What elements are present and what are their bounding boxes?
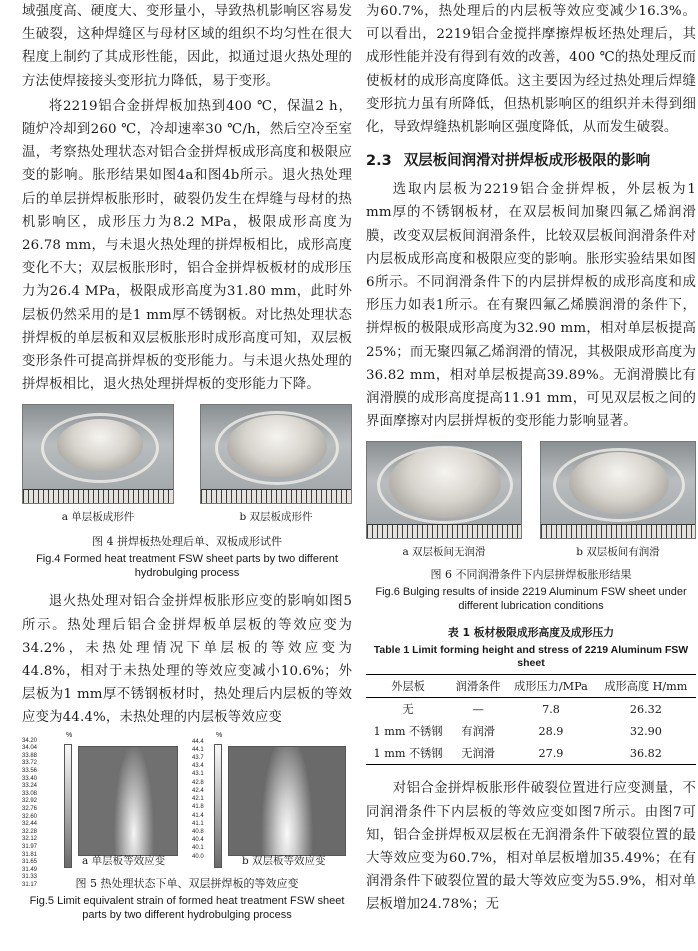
legend-tick-label: 40.8 (192, 828, 204, 835)
table-cell: 无 (402, 703, 414, 717)
legend-tick-label: 33.56 (22, 768, 38, 775)
legend-tick-label: 33.40 (22, 775, 38, 782)
legend-tick-label: 33.08 (22, 790, 38, 797)
legend-tick-label: 31.33 (22, 874, 38, 881)
fig5a-field (78, 746, 178, 856)
fig5b-contour: % 44.4 44.1 43.7 43.4 43.1 42.8 42.4 42.1 41.8 41.4 41.1 40.8 40.4 40.1 40.0 b 双层板等效应变 (192, 738, 352, 866)
right-paragraph-2: 选取内层板为2219铝合金拼焊板，外层板为1 mm厚的不锈钢板材，在双层板间加聚四氟乙烯润滑膜，改变双层板间润滑条件，比较双层板间润滑条件对内层板成形高度和极限应变的影响。胀形实验结果如图6所示。不同润滑条件下的内层拼焊板的成形高度和成形压力如表1所示。在有聚四氟乙烯膜润滑的条件下，拼焊板的极限成形高度为32.90 mm，相对单层板提高25%；而无聚四氟乙烯润滑的情况，其极限成形高度为36.82 mm，相对单层板提高39.89%。无润滑膜比有润滑膜的成形高度提高11.91 mm，可见双层板之间的界面摩擦对内层拼焊板的变形能力影响显著。 (366, 182, 696, 430)
right-paragraph-1: 为60.7%，热处理后的内层板等效应变减少16.3%。可以看出，2219铝合金搅拌摩擦焊板坯热处理后，其成形性能并没有得到有效的改善，400 ℃的热处理反而使板材的成形高度降低。这主要因为经过热处理后焊缝变形抗力虽有所降低，但热机影响区的组织并未得到细化，导致焊缝热机影响区强度降低，从而发生破裂。 (366, 4, 696, 136)
fig6b-subcaption: b 双层板间有润滑 (576, 546, 660, 559)
legend-tick-label: 41.4 (192, 812, 204, 819)
legend-tick-label: 33.88 (22, 752, 38, 759)
legend-tick-label: 31.97 (22, 843, 38, 850)
fig6-caption-en: Fig.6 Bulging results of inside 2219 Aluminum FSW sheet under different lubrication conditions (375, 586, 687, 613)
table1-title-en: Table 1 Limit forming height and stress of 2219 Aluminum FSW sheet (373, 644, 689, 670)
legend-tick-label: 34.04 (22, 745, 38, 752)
legend-tick-label: 32.12 (22, 836, 38, 843)
table-cell: 28.9 (538, 724, 564, 738)
legend-tick-label: 31.81 (22, 851, 38, 858)
fig5-caption-en: Fig.5 Limit equivalent strain of formed heat treatment FSW sheet parts by two different hydrobulging process (29, 894, 345, 921)
legend-tick-label: 41.1 (192, 820, 204, 827)
fig5a-contour: % 34.20 34.04 33.88 33.72 33.56 33.40 33.24 33.08 32.92 32.76 32.60 32.44 32.28 32.12 31.97 31.81 31.65 31.49 31.33 31.17 a 单层板等效应变 (22, 738, 182, 866)
table-cell: 1 mm 不锈钢 (373, 725, 443, 739)
section-number: 2.3 (366, 153, 392, 170)
table-cell: 7.8 (542, 702, 560, 716)
right-paragraph-3: 对铝合金拼焊板胀形件破裂位置进行应变测量，不同润滑条件下内层板的等效应变如图7所示。由图7可知，铝合金拼焊板双层板在无润滑条件下破裂位置的最大等效应变为60.7%，相对单层板增加35.49%；在有润滑条件下破裂位置的最大等效应变为55.9%，相对单层板增加24.78%；无 (366, 781, 696, 913)
table-row (366, 742, 696, 765)
legend-tick-label: 31.65 (22, 859, 38, 866)
left-column (22, 0, 352, 922)
fig6a-subcaption: a 双层板间无润滑 (402, 546, 486, 559)
table-cell: 32.90 (629, 724, 662, 738)
legend-tick-label: 31.49 (22, 866, 38, 873)
fig5b-field (228, 746, 346, 856)
table-header-cell: 成形高度 H/mm (596, 675, 696, 698)
legend-tick-label: 42.8 (192, 779, 204, 786)
legend-tick-label: 43.1 (192, 771, 204, 778)
legend-tick-label: 32.92 (22, 798, 38, 805)
fig4b-subcaption: b 双层板成形件 (239, 511, 313, 524)
table-cell: 26.32 (629, 702, 662, 716)
legend-tick-label: 33.72 (22, 760, 38, 767)
fig5b-legend-bar (214, 744, 222, 868)
table-row (366, 698, 696, 721)
legend-tick-label: 43.7 (192, 755, 204, 762)
legend-tick-label: 40.4 (192, 837, 204, 844)
fig5a-legend-labels (22, 738, 37, 890)
table-header-row (366, 675, 696, 698)
figure-6 (366, 441, 696, 613)
legend-tick-label: 34.20 (22, 737, 38, 744)
table-cell: 27.9 (506, 742, 595, 765)
fig4a-photo (22, 404, 174, 504)
table-cell: 36.82 (596, 742, 696, 765)
section-heading (366, 149, 696, 170)
table-header-cell: 成形压力/MPa (506, 675, 595, 698)
table1-grid (366, 674, 696, 765)
left-paragraph-1: 域强度高、硬度大、变形量小，导致热机影响区容易发生破裂，这种焊缝区与母材区域的组织不均匀性在很大程度上制约了其成形性能，因此，拟通过退火热处理的方法使焊接接头变形抗力降低，易于变形。 (22, 4, 352, 89)
fig5b-legend-labels (192, 738, 204, 861)
table-1 (366, 625, 696, 765)
fig4-caption-cn: 图 4 拼焊板热处理后单、双板成形试件 (92, 535, 282, 549)
legend-tick-label: 32.76 (22, 806, 38, 813)
figure-4 (22, 404, 352, 580)
table-cell: 无润滑 (450, 742, 506, 765)
legend-tick-label: 44.4 (192, 738, 204, 745)
legend-tick-label: 44.1 (192, 746, 204, 753)
table-cell: 1 mm 不锈钢 (366, 742, 450, 765)
fig4a-subcaption: a 单层板成形件 (61, 511, 135, 524)
left-paragraph-2: 将2219铝合金拼焊板加热到400 ℃，保温2 h，随炉冷却到260 ℃，冷却速率30 ℃/h，然后空冷至室温，考察热处理状态对铝合金拼焊板成形高度和极限应变的影响。胀形结果如图4a和图4b所示。退火热处理后的单层拼焊板胀形时，破裂仍发生在焊缝与母材的热机影响区，成形压力为8.2 MPa，极限成形高度为26.78 mm，与未退火热处理的拼焊板相比，成形高度变化不大；双层板胀形时，铝合金拼焊板板材的成形压力为26.4 MPa，极限成形高度为31.80 mm，此时外层板仍然采用的是1 mm厚不锈钢板。对比热处理状态拼焊板的单层板和双层板胀形时成形高度可知，双层板变形条件可提高拼焊板的变形能力。与未退火热处理的拼焊板相比，退火热处理拼焊板的变形能力下降。 (22, 98, 352, 393)
fig6a-photo (366, 441, 522, 539)
fig5b-subcaption: b 双层板等效应变 (242, 854, 326, 867)
legend-tick-label: 41.8 (192, 804, 204, 811)
table-cell: 有润滑 (461, 725, 495, 739)
legend-tick-label: 40.1 (192, 845, 204, 852)
legend-tick-label: 32.28 (22, 828, 38, 835)
right-column (366, 0, 696, 917)
figure-5 (22, 731, 352, 922)
legend-tick-label: 32.44 (22, 821, 38, 828)
fig4-caption-en: Fig.4 Formed heat treatment FSW sheet parts by two different hydrobulging process (36, 553, 338, 580)
section-title: 双层板间润滑对拼焊板成形极限的影响 (403, 153, 651, 170)
fig6-caption-cn: 图 6 不同润滑条件下内层拼焊板胀形结果 (430, 568, 632, 582)
legend-tick-label: 32.60 (22, 813, 38, 820)
legend-tick-label: 33.24 (22, 783, 38, 790)
fig5a-legend-bar (64, 744, 72, 868)
legend-tick-label: 43.4 (192, 763, 204, 770)
fig4b-photo (200, 404, 352, 504)
table-row (366, 720, 696, 742)
legend-tick-label: 42.1 (192, 796, 204, 803)
fig5-caption-cn: 图 5 热处理状态下单、双层拼焊板的等效应变 (75, 876, 299, 890)
table-header-cell: 外层板 (366, 675, 450, 698)
table1-title-cn: 表 1 板材极限成形高度及成形压力 (447, 626, 615, 640)
legend-tick-label: 40.0 (192, 853, 204, 860)
legend-tick-label: 31.17 (22, 881, 38, 888)
table-header-cell: 润滑条件 (450, 675, 506, 698)
fig6b-photo (540, 441, 696, 539)
fig5a-subcaption: a 单层板等效应变 (82, 854, 166, 867)
left-paragraph-3: 退火热处理对铝合金拼焊板胀形应变的影响如图5所示。热处理后铝合金拼焊板单层板的等效应变为34.2%，未热处理情况下单层板的等效应变为44.8%，相对于未热处理的等效应变减小10.6%；外层板为1 mm厚不锈钢板材时，热处理后内层板的等效应变为44.4%，未热处理的内层板等效应变 (22, 594, 352, 726)
table-cell: — (472, 702, 484, 716)
legend-tick-label: 42.4 (192, 787, 204, 794)
